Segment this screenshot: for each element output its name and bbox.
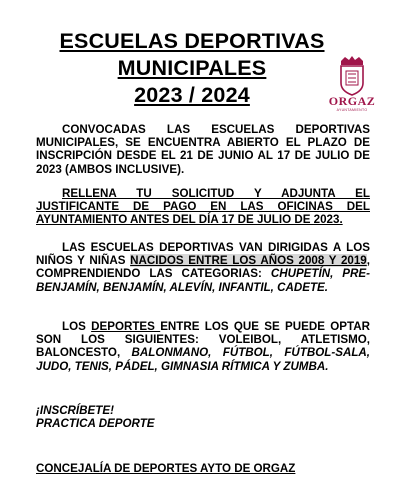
call-to-action (36, 404, 370, 430)
dirigidas-text: LAS ESCUELAS DEPORTIVAS VAN DIRIGIDAS A LOS NIÑOS Y NIÑAS (36, 241, 370, 268)
deportes-underlined: DEPORTES (91, 320, 161, 333)
title-line-1: ESCUELAS DEPORTIVAS (59, 29, 325, 53)
document-title (18, 28, 366, 109)
deportes-text: ENTRE LOS QUE SE PUEDE OPTAR SON LOS SIGUIENTES: VOLEIBOL, ATLETISMO, BALONCESTO, (36, 320, 371, 360)
call-line-2: PRACTICA DEPORTE (36, 417, 155, 431)
solicitud-text: RELLENA TU SOLICITUD Y ADJUNTA EL JUSTIFICANTE DE PAGO EN LAS OFICINAS DEL AYUNTAMIENTO ANTES DEL DÍA 17 DE JULIO DE 2023. (36, 187, 370, 227)
deportes-prefix: LOS (62, 320, 92, 333)
title-line-3: 2023 / 2024 (134, 83, 250, 107)
call-line-1: ¡INSCRÍBETE! (36, 404, 114, 417)
paragraph-dirigidas (36, 241, 370, 294)
logo-name: ORGAZ (328, 94, 376, 108)
categories-list: CHUPETÍN, PRE-BENJAMÍN, BENJAMÍN, ALEVÍN, INFANTIL, CADETE. (36, 267, 371, 294)
paragraph-solicitud (36, 187, 370, 227)
paragraph-convocatoria: CONVOCADAS LAS ESCUELAS DEPORTIVAS MUNICIPALES, SE ENCUENTRA ABIERTO EL PLAZO DE INSCRIPCIÓN DESDE EL 21 DE JUNIO AL 17 DE JULIO DE 2023 (AMBOS INCLUSIVE). (36, 123, 370, 176)
title-line-2: MUNICIPALES (117, 56, 267, 80)
paragraph-deportes (36, 320, 370, 373)
logo-subtitle: AYUNTAMIENTO (336, 108, 368, 112)
categorias-text: , COMPRENDIENDO LAS CATEGORIAS: (36, 254, 370, 281)
birth-years-highlight: NACIDOS ENTRE LOS AÑOS 2008 Y 2019 (130, 254, 367, 268)
footer-signature: CONCEJALÍA DE DEPORTES AYTO DE ORGAZ (36, 462, 296, 475)
deportes-italic-list: BALONMANO, FÚTBOL, FÚTBOL-SALA, JUDO, TENIS, PÁDEL, GIMNASIA RÍTMICA Y ZUMBA. (36, 346, 370, 373)
